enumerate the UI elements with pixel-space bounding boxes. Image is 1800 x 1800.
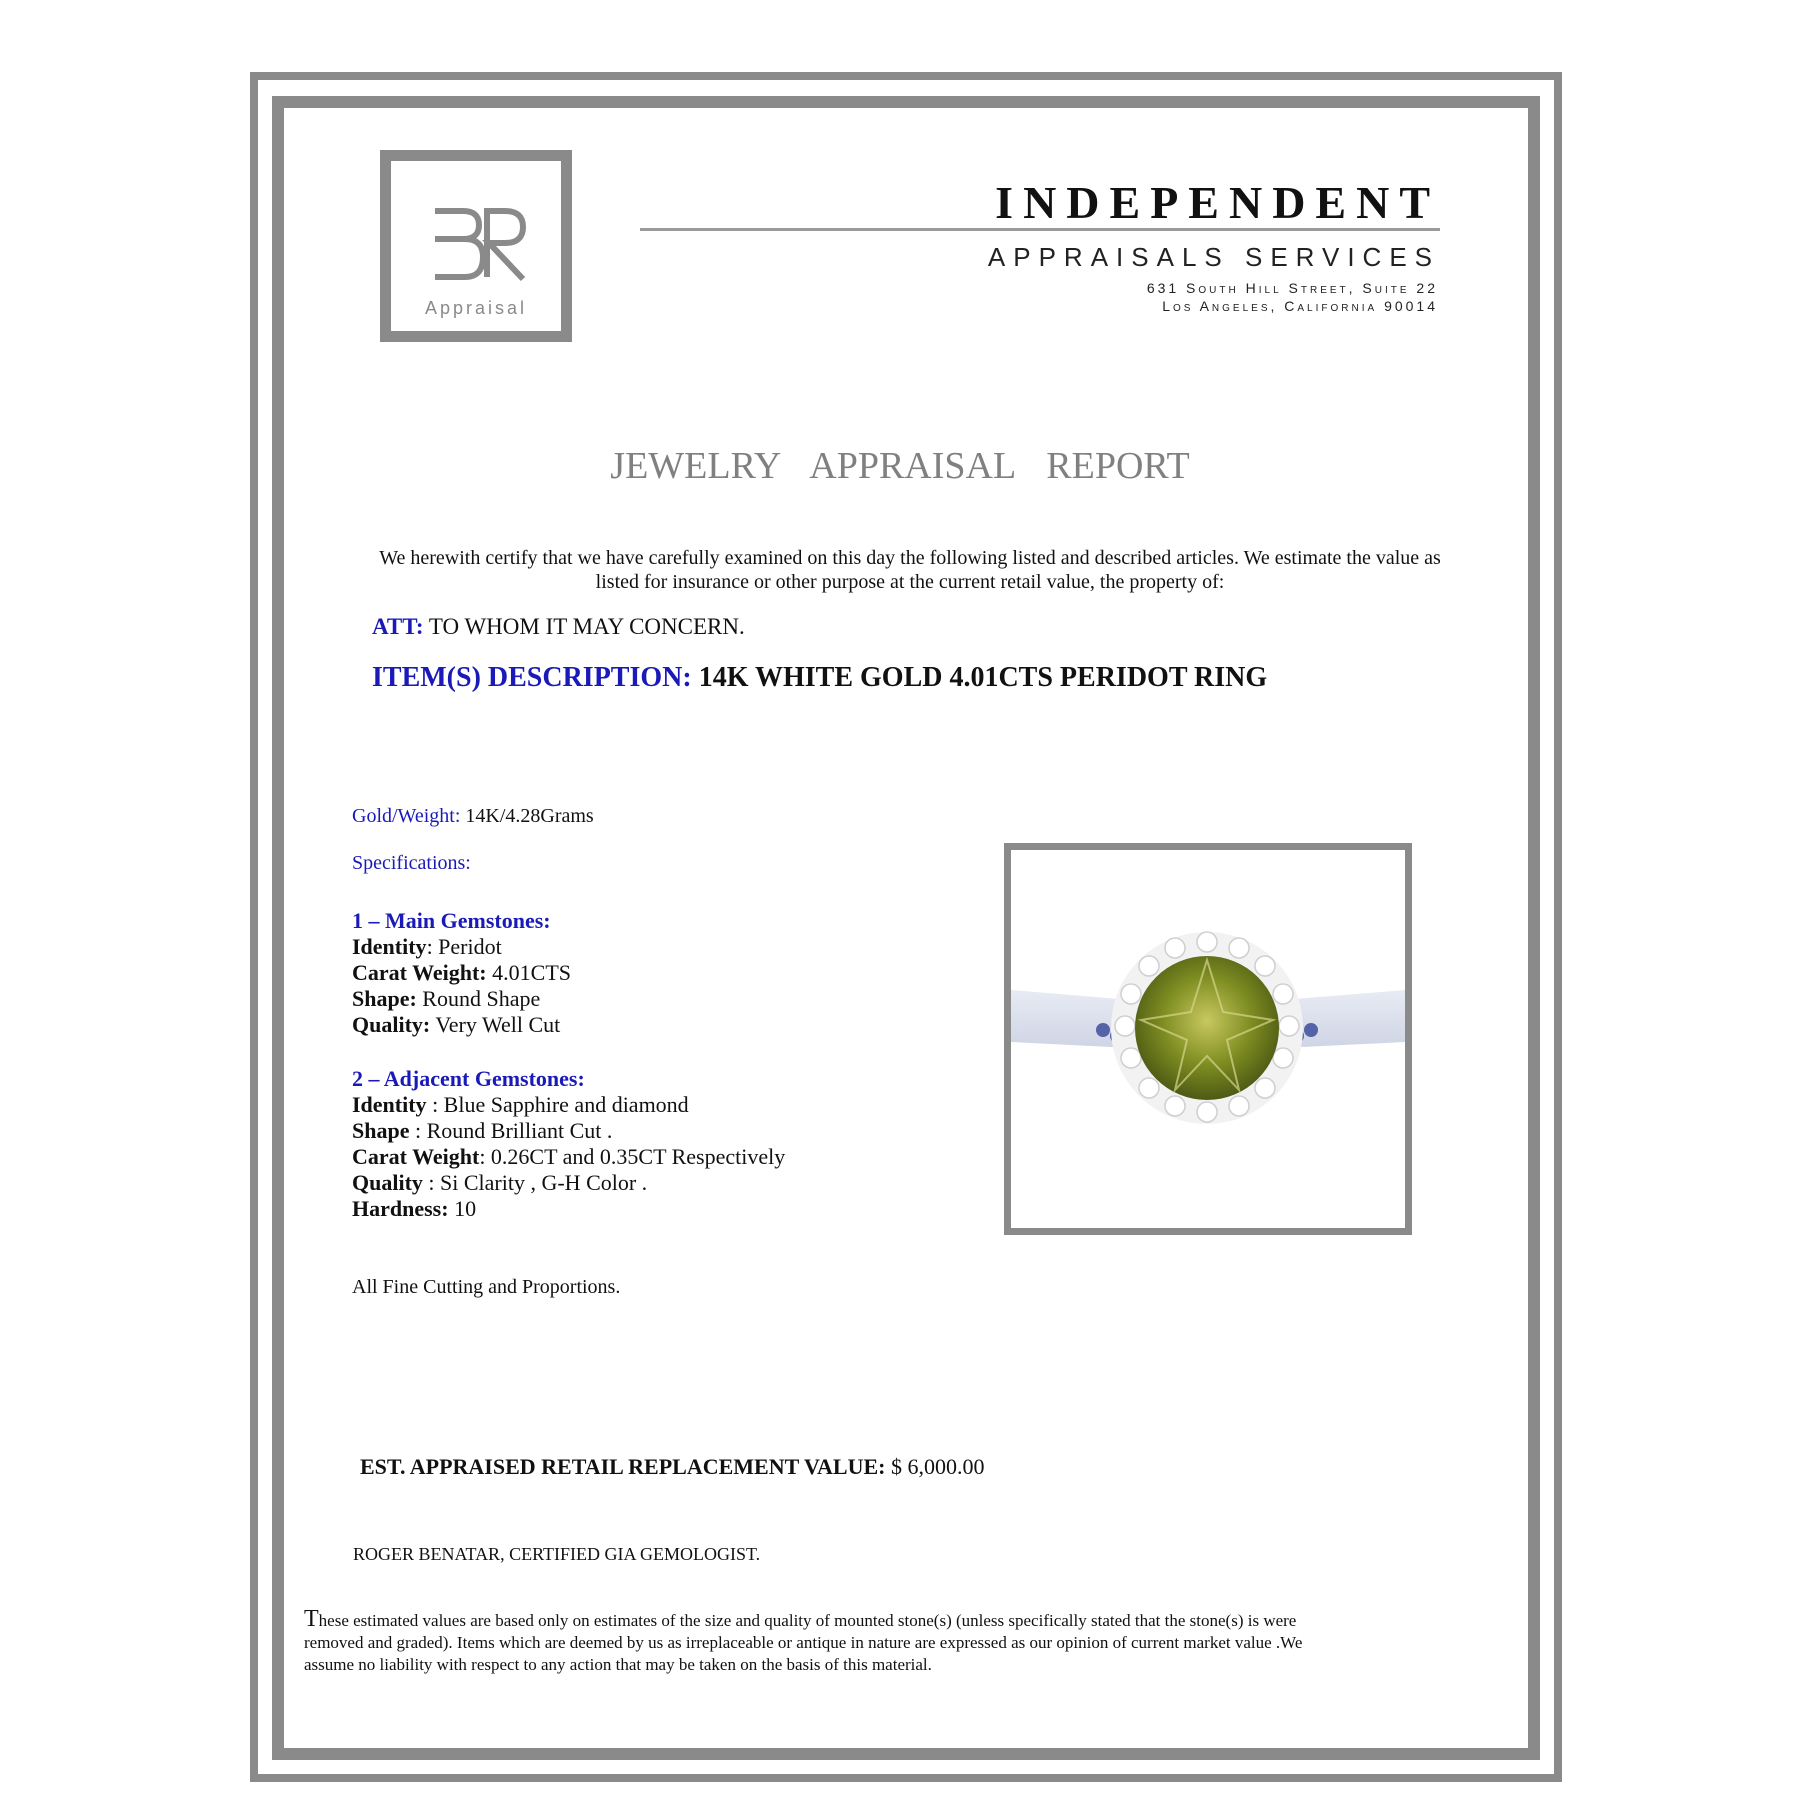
gemologist-signature: ROGER BENATAR, CERTIFIED GIA GEMOLOGIST. xyxy=(353,1544,761,1564)
value-label: EST. APPRAISED RETAIL REPLACEMENT VALUE: xyxy=(360,1454,886,1479)
att-value: TO WHOM IT MAY CONCERN. xyxy=(428,614,745,639)
adjacent-shape: Shape : Round Brilliant Cut . xyxy=(352,1118,613,1143)
item-value: 14K WHITE GOLD 4.01CTS PERIDOT RING xyxy=(698,662,1268,693)
adjacent-carat: Carat Weight: 0.26CT and 0.35CT Respectively xyxy=(352,1144,786,1169)
att-line xyxy=(372,614,745,640)
address-line-2: Los Angeles, California 90014 xyxy=(1162,298,1438,314)
ring-photo xyxy=(1004,843,1412,1235)
adjacent-hardness: Hardness: 10 xyxy=(352,1196,477,1221)
main-gemstones xyxy=(352,908,571,1038)
appraised-value xyxy=(360,1454,984,1480)
disclaimer xyxy=(304,1608,1354,1676)
item-label: ITEM(S) DESCRIPTION: xyxy=(372,662,692,693)
main-identity: Identity: Peridot xyxy=(352,934,502,959)
disclaimer-first-letter: T xyxy=(304,1606,319,1632)
logo xyxy=(380,150,572,342)
disclaimer-text: hese estimated values are based only on estimates of the size and quality of mounted stone(s) (unless specifically stated that the stone(s) is were removed and graded). Items which are deemed by us as irreplaceable or antique in nature are expressed as our opinion of current market value .We assume no liability with respect to any action that may be taken on the basis of this material. xyxy=(304,1611,1303,1674)
adjacent-quality: Quality : Si Clarity , G-H Color . xyxy=(352,1170,648,1195)
main-carat: Carat Weight: 4.01CTS xyxy=(352,960,571,985)
company-name: INDEPENDENT xyxy=(995,177,1440,228)
address-line-1: 631 South Hill Street, Suite 22 xyxy=(1146,280,1438,296)
logo-caption: Appraisal xyxy=(424,298,528,318)
main-shape: Shape: Round Shape xyxy=(352,986,541,1011)
br-monogram-icon xyxy=(427,205,527,285)
gold-label: Gold/Weight: xyxy=(352,805,461,827)
ring-image xyxy=(1011,850,1405,1228)
fine-cutting-note: All Fine Cutting and Proportions. xyxy=(352,1276,621,1298)
adjacent-gemstones-heading: 2 – Adjacent Gemstones: xyxy=(352,1066,585,1091)
report-title: JEWELRY APPRAISAL REPORT xyxy=(610,445,1190,487)
value-amount: $ 6,000.00 xyxy=(890,1454,985,1479)
gold-value: 14K/4.28Grams xyxy=(465,805,594,827)
specifications-label: Specifications: xyxy=(352,852,471,874)
item-description xyxy=(372,662,1267,694)
att-label: ATT: xyxy=(372,614,424,639)
adjacent-identity: Identity : Blue Sapphire and diamond xyxy=(352,1092,689,1117)
adjacent-gemstones xyxy=(352,1066,785,1222)
certification-text: We herewith certify that we have carefully examined on this day the following listed and described articles. We estimate the value as listed for insurance or other purpose at the current retail value, the property of: xyxy=(379,547,1441,593)
company-subtitle: APPRAISALS SERVICES xyxy=(987,242,1440,272)
main-gemstones-heading: 1 – Main Gemstones: xyxy=(352,908,551,933)
main-quality: Quality: Very Well Cut xyxy=(352,1012,561,1037)
gold-weight xyxy=(352,805,594,828)
